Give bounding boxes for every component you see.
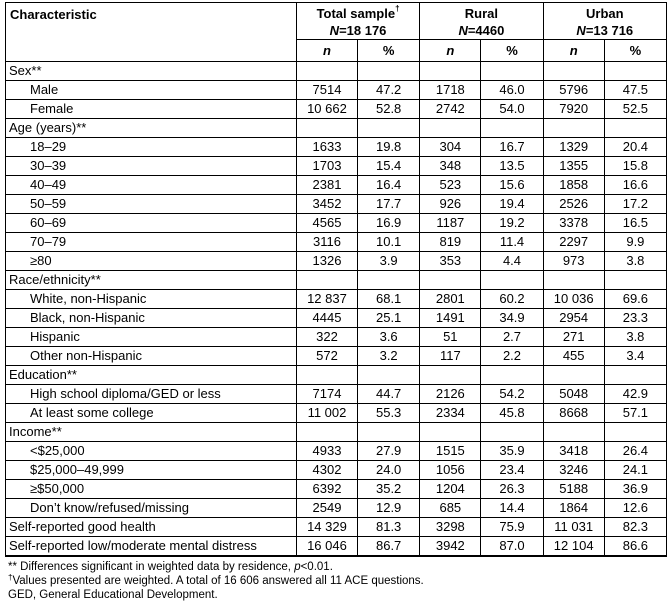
cell-pct	[481, 119, 543, 138]
cell-pct: 2.7	[481, 328, 543, 347]
cell-n: 6392	[296, 480, 357, 499]
table-row	[6, 499, 667, 518]
cell-pct	[604, 366, 666, 385]
cell-pct: 12.9	[358, 499, 420, 518]
cell-pct: 3.4	[604, 347, 666, 366]
cell-pct: 3.6	[358, 328, 420, 347]
header-row-groups	[6, 3, 667, 40]
row-label: Race/ethnicity**	[6, 271, 297, 290]
cell-n: 926	[420, 195, 481, 214]
cell-pct: 23.3	[604, 309, 666, 328]
cell-pct: 81.3	[358, 518, 420, 537]
cell-pct: 17.2	[604, 195, 666, 214]
row-label: Income**	[6, 423, 297, 442]
group-name: Total sample	[316, 6, 396, 21]
cell-n: 1703	[296, 157, 357, 176]
cell-n	[296, 271, 357, 290]
row-label: At least some college	[6, 404, 297, 423]
cell-pct: 16.5	[604, 214, 666, 233]
header-n: n	[420, 40, 481, 62]
cell-pct	[358, 271, 420, 290]
cell-n: 16 046	[296, 537, 357, 557]
cell-pct	[481, 423, 543, 442]
row-label: Education**	[6, 366, 297, 385]
section-row	[6, 119, 667, 138]
cell-pct: 15.6	[481, 176, 543, 195]
cell-pct: 69.6	[604, 290, 666, 309]
cell-pct: 52.8	[358, 100, 420, 119]
table-body	[6, 62, 667, 557]
cell-pct: 54.2	[481, 385, 543, 404]
cell-n	[296, 423, 357, 442]
table-row	[6, 290, 667, 309]
footnote-weighted: †Values presented are weighted. A total of 16 606 answered all 11 ACE questions.	[8, 573, 424, 587]
table-row	[6, 138, 667, 157]
cell-n: 3378	[543, 214, 604, 233]
cell-pct: 3.9	[358, 252, 420, 271]
cell-pct: 15.8	[604, 157, 666, 176]
table-row	[6, 480, 667, 499]
cell-n: 14 329	[296, 518, 357, 537]
cell-n: 322	[296, 328, 357, 347]
header-pct: %	[604, 40, 666, 62]
cell-n: 1326	[296, 252, 357, 271]
cell-pct: 23.4	[481, 461, 543, 480]
cell-n: 455	[543, 347, 604, 366]
cell-pct	[358, 62, 420, 81]
section-row	[6, 271, 667, 290]
row-label: 30–39	[6, 157, 297, 176]
cell-n: 117	[420, 347, 481, 366]
row-label: 60–69	[6, 214, 297, 233]
row-label: Age (years)**	[6, 119, 297, 138]
cell-pct: 24.1	[604, 461, 666, 480]
cell-pct: 11.4	[481, 233, 543, 252]
row-label: $25,000–49,999	[6, 461, 297, 480]
cell-n: 973	[543, 252, 604, 271]
cell-n: 1187	[420, 214, 481, 233]
row-label: Hispanic	[6, 328, 297, 347]
cell-n	[420, 366, 481, 385]
cell-n: 3942	[420, 537, 481, 557]
cell-n: 3116	[296, 233, 357, 252]
cell-n	[543, 119, 604, 138]
cell-n: 523	[420, 176, 481, 195]
cell-pct: 24.0	[358, 461, 420, 480]
row-label: High school diploma/GED or less	[6, 385, 297, 404]
cell-n: 271	[543, 328, 604, 347]
cell-n: 4302	[296, 461, 357, 480]
cell-n: 7174	[296, 385, 357, 404]
characteristics-table	[5, 2, 667, 557]
cell-n: 2297	[543, 233, 604, 252]
cell-n: 304	[420, 138, 481, 157]
cell-n: 353	[420, 252, 481, 271]
row-label: 70–79	[6, 233, 297, 252]
cell-pct: 17.7	[358, 195, 420, 214]
cell-n: 1633	[296, 138, 357, 157]
cell-pct: 25.1	[358, 309, 420, 328]
cell-n: 1204	[420, 480, 481, 499]
cell-n: 819	[420, 233, 481, 252]
row-label: White, non-Hispanic	[6, 290, 297, 309]
table-row	[6, 157, 667, 176]
cell-pct: 3.2	[358, 347, 420, 366]
cell-pct: 13.5	[481, 157, 543, 176]
cell-pct: 35.9	[481, 442, 543, 461]
cell-n: 2381	[296, 176, 357, 195]
cell-pct: 3.8	[604, 328, 666, 347]
header-pct: %	[358, 40, 420, 62]
cell-pct: 16.4	[358, 176, 420, 195]
cell-n	[296, 119, 357, 138]
cell-pct: 34.9	[481, 309, 543, 328]
table-row	[6, 100, 667, 119]
cell-n: 2954	[543, 309, 604, 328]
cell-n	[420, 119, 481, 138]
dagger-mark: †	[395, 4, 400, 13]
cell-pct: 26.4	[604, 442, 666, 461]
table-row	[6, 385, 667, 404]
footnote-significance: ** Differences significant in weighted data by residence, p<0.01.	[8, 561, 333, 573]
row-label: Self-reported low/moderate mental distress	[6, 537, 297, 557]
cell-n: 2801	[420, 290, 481, 309]
table-row	[6, 309, 667, 328]
cell-pct: 4.4	[481, 252, 543, 271]
table-row	[6, 195, 667, 214]
cell-pct	[604, 423, 666, 442]
row-label: Black, non-Hispanic	[6, 309, 297, 328]
group-name: Rural	[464, 6, 499, 21]
cell-n	[420, 62, 481, 81]
cell-n: 3418	[543, 442, 604, 461]
table-row	[6, 176, 667, 195]
cell-pct: 87.0	[481, 537, 543, 557]
cell-n: 2526	[543, 195, 604, 214]
cell-pct: 75.9	[481, 518, 543, 537]
cell-n: 1864	[543, 499, 604, 518]
cell-pct	[358, 119, 420, 138]
cell-pct: 82.3	[604, 518, 666, 537]
cell-n: 12 837	[296, 290, 357, 309]
cell-pct	[481, 62, 543, 81]
cell-n: 3246	[543, 461, 604, 480]
row-label: <$25,000	[6, 442, 297, 461]
group-name: Urban	[586, 6, 624, 21]
table-row	[6, 328, 667, 347]
cell-n: 4445	[296, 309, 357, 328]
cell-n: 12 104	[543, 537, 604, 557]
cell-pct: 27.9	[358, 442, 420, 461]
cell-n: 10 036	[543, 290, 604, 309]
row-label: ≥$50,000	[6, 480, 297, 499]
cell-pct: 47.5	[604, 81, 666, 100]
cell-n	[296, 62, 357, 81]
footnotes	[5, 560, 667, 602]
header-n: n	[296, 40, 357, 62]
cell-pct	[358, 423, 420, 442]
cell-pct: 16.6	[604, 176, 666, 195]
cell-n: 5048	[543, 385, 604, 404]
cell-n: 572	[296, 347, 357, 366]
cell-pct: 2.2	[481, 347, 543, 366]
cell-n: 1858	[543, 176, 604, 195]
cell-n: 348	[420, 157, 481, 176]
cell-pct	[604, 62, 666, 81]
cell-pct: 86.6	[604, 537, 666, 557]
cell-pct: 20.4	[604, 138, 666, 157]
cell-pct	[604, 271, 666, 290]
cell-n: 5796	[543, 81, 604, 100]
section-row	[6, 62, 667, 81]
cell-pct: 86.7	[358, 537, 420, 557]
row-label: Other non-Hispanic	[6, 347, 297, 366]
cell-pct: 57.1	[604, 404, 666, 423]
cell-n: 7920	[543, 100, 604, 119]
header-pct: %	[481, 40, 543, 62]
cell-pct: 55.3	[358, 404, 420, 423]
row-label: 40–49	[6, 176, 297, 195]
cell-pct: 26.3	[481, 480, 543, 499]
cell-pct: 44.7	[358, 385, 420, 404]
cell-pct: 54.0	[481, 100, 543, 119]
cell-n: 1056	[420, 461, 481, 480]
cell-n	[543, 62, 604, 81]
cell-pct: 68.1	[358, 290, 420, 309]
cell-pct: 45.8	[481, 404, 543, 423]
cell-n: 10 662	[296, 100, 357, 119]
cell-n: 2742	[420, 100, 481, 119]
table-row	[6, 404, 667, 423]
cell-n: 7514	[296, 81, 357, 100]
table-row	[6, 518, 667, 537]
section-row	[6, 423, 667, 442]
table-row	[6, 537, 667, 557]
table-row	[6, 214, 667, 233]
cell-pct: 19.2	[481, 214, 543, 233]
group-n: N=13 716	[576, 23, 634, 38]
row-label: Don’t know/refused/missing	[6, 499, 297, 518]
header-urban	[543, 3, 666, 40]
cell-pct	[481, 366, 543, 385]
table-row	[6, 347, 667, 366]
cell-n: 5188	[543, 480, 604, 499]
cell-n	[543, 271, 604, 290]
cell-pct: 9.9	[604, 233, 666, 252]
header-n: n	[543, 40, 604, 62]
header-rural	[420, 3, 543, 40]
cell-pct: 36.9	[604, 480, 666, 499]
cell-pct	[604, 119, 666, 138]
table-container	[5, 2, 667, 602]
cell-n	[420, 423, 481, 442]
table-row	[6, 233, 667, 252]
cell-n: 1491	[420, 309, 481, 328]
cell-pct: 19.4	[481, 195, 543, 214]
table-row	[6, 252, 667, 271]
cell-pct: 10.1	[358, 233, 420, 252]
row-label: Sex**	[6, 62, 297, 81]
cell-pct: 52.5	[604, 100, 666, 119]
cell-pct	[358, 366, 420, 385]
cell-pct: 12.6	[604, 499, 666, 518]
cell-pct: 3.8	[604, 252, 666, 271]
cell-n: 2334	[420, 404, 481, 423]
cell-n: 1718	[420, 81, 481, 100]
cell-n: 2126	[420, 385, 481, 404]
cell-pct: 42.9	[604, 385, 666, 404]
cell-n: 4933	[296, 442, 357, 461]
cell-pct: 46.0	[481, 81, 543, 100]
cell-n: 51	[420, 328, 481, 347]
cell-n	[543, 423, 604, 442]
row-label: Self-reported good health	[6, 518, 297, 537]
cell-n: 685	[420, 499, 481, 518]
cell-n: 11 002	[296, 404, 357, 423]
cell-pct: 16.9	[358, 214, 420, 233]
section-row	[6, 366, 667, 385]
group-n: N=4460	[458, 23, 505, 38]
row-label: 18–29	[6, 138, 297, 157]
cell-n	[296, 366, 357, 385]
cell-n: 11 031	[543, 518, 604, 537]
cell-n: 1355	[543, 157, 604, 176]
row-label: ≥80	[6, 252, 297, 271]
row-label: Female	[6, 100, 297, 119]
cell-pct	[481, 271, 543, 290]
cell-n: 1329	[543, 138, 604, 157]
cell-pct: 19.8	[358, 138, 420, 157]
cell-n: 2549	[296, 499, 357, 518]
cell-n: 8668	[543, 404, 604, 423]
row-label: Male	[6, 81, 297, 100]
footnote-ged: GED, General Educational Development.	[8, 589, 218, 601]
table-row	[6, 442, 667, 461]
table-row	[6, 461, 667, 480]
cell-pct: 35.2	[358, 480, 420, 499]
cell-n	[420, 271, 481, 290]
cell-pct: 14.4	[481, 499, 543, 518]
cell-n: 3298	[420, 518, 481, 537]
group-n: N=18 176	[329, 23, 387, 38]
cell-pct: 16.7	[481, 138, 543, 157]
cell-n: 3452	[296, 195, 357, 214]
cell-n: 4565	[296, 214, 357, 233]
cell-pct: 60.2	[481, 290, 543, 309]
row-label: 50–59	[6, 195, 297, 214]
cell-pct: 47.2	[358, 81, 420, 100]
header-characteristic: Characteristic	[6, 3, 297, 62]
cell-n	[543, 366, 604, 385]
cell-n: 1515	[420, 442, 481, 461]
cell-pct: 15.4	[358, 157, 420, 176]
header-total-sample	[296, 3, 419, 40]
table-row	[6, 81, 667, 100]
